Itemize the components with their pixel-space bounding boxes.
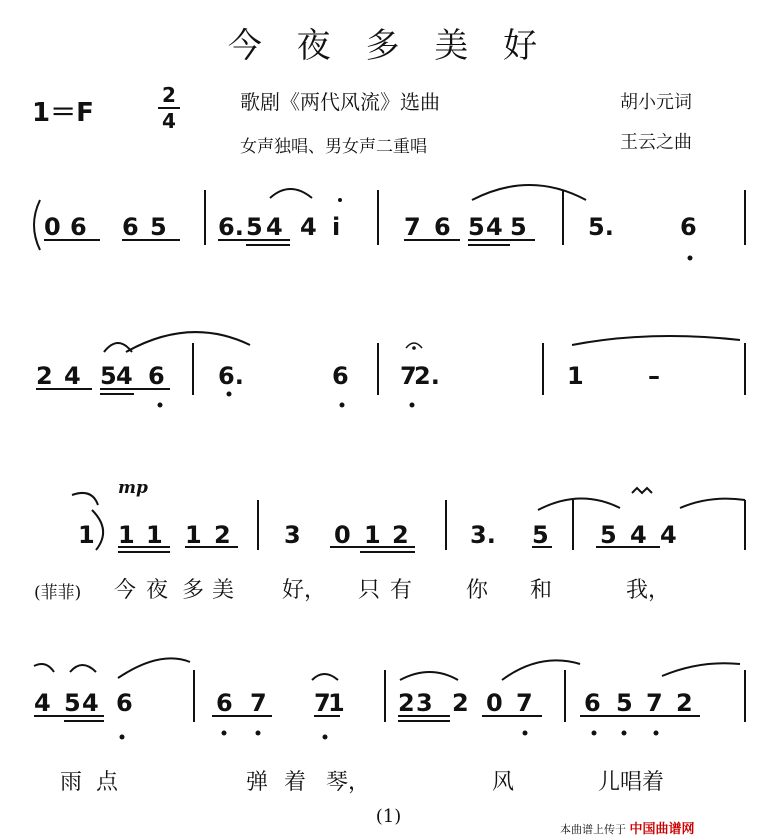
svg-text:2: 2 — [36, 362, 53, 390]
svg-text:4: 4 — [630, 521, 647, 549]
page-number: (1) — [375, 806, 402, 827]
svg-text:1: 1 — [328, 689, 345, 717]
lyric-word: 弹 — [246, 770, 269, 795]
svg-text:0: 0 — [334, 521, 351, 549]
svg-text:5.: 5. — [588, 213, 614, 241]
lyric-word: 和 — [530, 578, 553, 603]
svg-text:3: 3 — [284, 521, 301, 549]
svg-text:1: 1 — [146, 521, 163, 549]
svg-text:7: 7 — [646, 689, 663, 717]
lyricist-credit: 胡小元词 — [620, 92, 692, 113]
svg-text:2: 2 — [214, 521, 231, 549]
svg-text:7: 7 — [400, 362, 417, 390]
svg-text:7: 7 — [250, 689, 267, 717]
svg-text:6.: 6. — [218, 362, 244, 390]
time-top: 2 — [162, 83, 176, 107]
lyric-word: 有 — [390, 578, 413, 603]
svg-text:6: 6 — [434, 213, 451, 241]
svg-text:0: 0 — [486, 689, 503, 717]
performers: 女声独唱、男女声二重唱 — [240, 137, 427, 157]
svg-text:6.: 6. — [218, 213, 244, 241]
svg-text:5: 5 — [64, 689, 81, 717]
upload-note: 本曲谱上传于 — [560, 823, 626, 836]
dynamic-mp: mp — [118, 478, 148, 498]
svg-text:3.: 3. — [470, 521, 496, 549]
svg-text:3: 3 — [416, 689, 433, 717]
svg-text:6: 6 — [148, 362, 165, 390]
svg-text:4: 4 — [660, 521, 677, 549]
svg-text:6: 6 — [332, 362, 349, 390]
svg-text:1: 1 — [78, 521, 95, 549]
svg-text:1: 1 — [118, 521, 135, 549]
composer-credit: 王云之曲 — [620, 132, 692, 153]
svg-text:6: 6 — [584, 689, 601, 717]
svg-text:1: 1 — [364, 521, 381, 549]
svg-text:1: 1 — [567, 362, 584, 390]
svg-text:7: 7 — [314, 689, 331, 717]
svg-text:2.: 2. — [414, 362, 440, 390]
svg-text:6: 6 — [116, 689, 133, 717]
svg-text:6: 6 — [216, 689, 233, 717]
svg-text:2: 2 — [676, 689, 693, 717]
lyric-word: 着 — [284, 770, 307, 795]
svg-text:4: 4 — [300, 213, 317, 241]
lyric-singer: (菲菲) — [34, 583, 82, 603]
svg-text:4: 4 — [34, 689, 51, 717]
svg-text:4: 4 — [64, 362, 81, 390]
key-signature: 1＝F — [32, 98, 94, 128]
svg-text:0: 0 — [44, 213, 61, 241]
svg-text:5: 5 — [246, 213, 263, 241]
lyric-word: 只 — [358, 578, 381, 603]
svg-text:5: 5 — [100, 362, 117, 390]
subtitle: 歌剧《两代风流》选曲 — [240, 90, 440, 114]
svg-text:6: 6 — [122, 213, 139, 241]
lyric-word: 你 — [466, 578, 489, 603]
song-title: 今 夜 多 美 好 — [227, 26, 550, 66]
svg-text:4: 4 — [486, 213, 503, 241]
svg-text:–: – — [648, 362, 660, 390]
svg-text:6: 6 — [680, 213, 697, 241]
site-footer — [560, 818, 695, 837]
lyric-word: 好， — [282, 578, 327, 603]
lyric-word: 我， — [626, 578, 671, 603]
lyric-word: 儿唱着 — [598, 770, 665, 795]
svg-text:4: 4 — [82, 689, 99, 717]
svg-text:5: 5 — [600, 521, 617, 549]
svg-text:4: 4 — [116, 362, 133, 390]
lyric-word: 美 — [212, 578, 235, 603]
svg-text:i: i — [332, 213, 341, 241]
svg-text:2: 2 — [452, 689, 469, 717]
svg-text:5: 5 — [468, 213, 485, 241]
svg-text:1: 1 — [185, 521, 202, 549]
lyric-word: 琴， — [326, 770, 371, 795]
time-bottom: 4 — [162, 109, 176, 133]
svg-text:5: 5 — [510, 213, 527, 241]
svg-text:7: 7 — [516, 689, 533, 717]
lyric-word: 今 — [114, 578, 137, 603]
svg-text:5: 5 — [150, 213, 167, 241]
site-logo: 中国曲谱网 — [629, 822, 695, 837]
svg-text:5: 5 — [616, 689, 633, 717]
svg-text:7: 7 — [404, 213, 421, 241]
lyric-word: 风 — [492, 770, 515, 795]
lyric-word: 夜 — [146, 578, 169, 603]
svg-text:6: 6 — [70, 213, 87, 241]
svg-text:5: 5 — [532, 521, 549, 549]
svg-text:2: 2 — [398, 689, 415, 717]
lyric-word: 点 — [96, 770, 119, 795]
lyric-word: 雨 — [60, 770, 83, 795]
svg-text:4: 4 — [266, 213, 283, 241]
opening-paren — [34, 200, 40, 250]
svg-text:2: 2 — [392, 521, 409, 549]
lyric-word: 多 — [182, 578, 205, 603]
